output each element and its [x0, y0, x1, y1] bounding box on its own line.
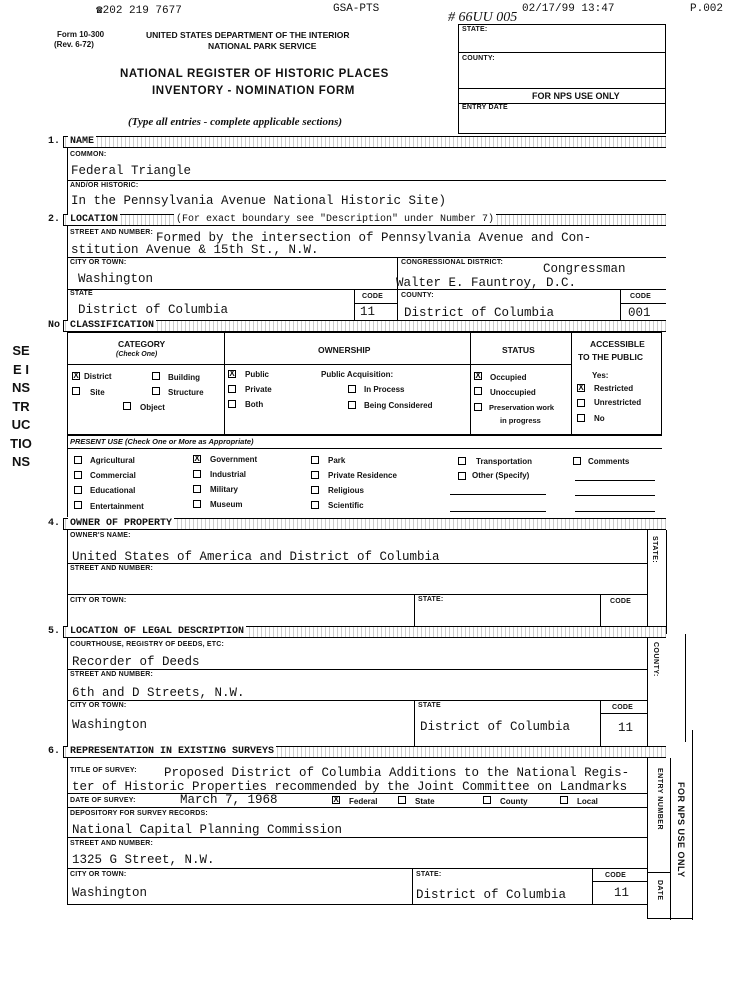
museum-label: Museum	[210, 500, 243, 509]
industrial-label: Industrial	[210, 470, 247, 479]
legal-city-label: CITY OR TOWN:	[70, 702, 127, 709]
site-checkbox[interactable]	[72, 387, 80, 395]
other-checkbox[interactable]	[458, 472, 466, 480]
object-label: Object	[140, 403, 165, 412]
legal-street: 6th and D Streets, N.W.	[72, 686, 245, 700]
local-survey-checkbox[interactable]	[560, 796, 568, 804]
category-sub: (Check One)	[116, 351, 158, 358]
section-6-header	[46, 746, 666, 758]
section-title: NAME	[70, 136, 95, 147]
restricted-checkbox[interactable]: X	[578, 383, 584, 392]
transportation-label: Transportation	[476, 457, 533, 466]
handwritten-number: # 66UU 005	[448, 10, 518, 25]
owner-street-label: STREET AND NUMBER:	[70, 565, 154, 572]
access-head-2: TO THE PUBLIC	[578, 352, 644, 362]
category-head: CATEGORY	[118, 339, 166, 349]
fax-phone: ☎202 219 7677	[96, 5, 182, 17]
military-checkbox[interactable]	[193, 485, 201, 493]
survey-code-label: CODE	[605, 872, 627, 879]
legal-city: Washington	[72, 718, 148, 732]
section-title: LOCATION	[70, 214, 119, 225]
access-no-label: No	[594, 414, 605, 423]
military-label: Military	[210, 485, 239, 494]
fax-datetime: 02/17/99 13:47	[522, 3, 615, 15]
public-label: Public	[245, 370, 270, 379]
form-number: Form 10-300	[57, 30, 105, 39]
see-instructions-side-text: SEE INSTRUCTIONS	[10, 343, 32, 469]
historic-name: In the Pennsylvania Avenue National Historic Site)	[71, 194, 447, 208]
side-date-label: DATE	[656, 880, 663, 901]
entertainment-checkbox[interactable]	[74, 501, 82, 509]
depository: National Capital Planning Commission	[72, 823, 343, 837]
owner-side-state-label: STATE:	[651, 536, 658, 564]
congressional-district-label: CONGRESSIONAL DISTRICT:	[401, 259, 504, 266]
common-name: Federal Triangle	[71, 164, 192, 178]
side-entry-number-label: ENTRY NUMBER	[656, 768, 663, 831]
legal-state-label: STATE	[418, 702, 441, 709]
public-checkbox[interactable]: X	[229, 369, 235, 378]
park-checkbox[interactable]	[311, 456, 319, 464]
comments-checkbox[interactable]	[573, 457, 581, 465]
other-label: Other (Specify)	[472, 471, 530, 480]
building-checkbox[interactable]	[152, 372, 160, 380]
museum-checkbox[interactable]	[193, 500, 201, 508]
section-1-header	[46, 136, 666, 148]
survey-code: 11	[614, 886, 630, 900]
commercial-checkbox[interactable]	[74, 471, 82, 479]
courthouse: Recorder of Deeds	[72, 655, 200, 669]
location-street-line2: stitution Avenue & 15th St., N.W.	[71, 243, 319, 257]
access-head-1: ACCESSIBLE	[590, 339, 645, 349]
section-3-header	[46, 320, 666, 332]
congressional-district-line2: Walter E. Fauntroy, D.C.	[396, 276, 577, 290]
location-street-line1: Formed by the intersection of Pennsylvania Avenue and Con-	[156, 231, 592, 245]
present-use-label: PRESENT USE (Check One or More as Appropriate)	[70, 437, 254, 446]
commercial-label: Commercial	[90, 471, 136, 480]
section-2-header	[46, 214, 666, 226]
local-survey-label: Local	[577, 797, 598, 806]
form-title-line2: INVENTORY - NOMINATION FORM	[152, 85, 355, 97]
religious-checkbox[interactable]	[311, 486, 319, 494]
owner-name-label: OWNER'S NAME:	[70, 532, 131, 539]
park-label: Park	[328, 456, 346, 465]
location-street-label: STREET AND NUMBER:	[70, 229, 154, 236]
section-title: OWNER OF PROPERTY	[70, 518, 173, 529]
occupied-label: Occupied	[490, 373, 527, 382]
county-survey-label: County	[500, 797, 528, 806]
government-checkbox[interactable]: X	[194, 454, 200, 463]
transportation-checkbox[interactable]	[458, 457, 466, 465]
preservation-checkbox[interactable]	[474, 403, 482, 411]
unoccupied-checkbox[interactable]	[474, 387, 482, 395]
nps-entry-date-label: ENTRY DATE	[462, 104, 508, 111]
private-residence-label: Private Residence	[328, 471, 397, 480]
form-title-line1: NATIONAL REGISTER OF HISTORIC PLACES	[120, 68, 389, 80]
location-city-label: CITY OR TOWN:	[70, 259, 127, 266]
site-label: Site	[90, 388, 105, 397]
government-label: Government	[210, 455, 258, 464]
legal-code: 11	[618, 721, 634, 735]
location-state-label: STATE	[70, 290, 93, 297]
fax-page: P.002	[690, 3, 724, 15]
survey-date: March 7, 1968	[180, 793, 278, 807]
legal-code-label: CODE	[612, 704, 634, 711]
state-survey-checkbox[interactable]	[398, 796, 406, 804]
owner-code-label: CODE	[610, 598, 632, 605]
historic-label: AND/OR HISTORIC:	[70, 182, 139, 189]
being-considered-checkbox[interactable]	[348, 401, 356, 409]
location-city: Washington	[78, 272, 154, 286]
state-code: 11	[360, 305, 376, 319]
fax-sender: GSA-PTS	[333, 3, 380, 15]
object-checkbox[interactable]	[123, 402, 131, 410]
section-title: REPRESENTATION IN EXISTING SURVEYS	[70, 746, 275, 757]
section-number: 1.	[46, 136, 64, 148]
legal-state: District of Columbia	[420, 720, 571, 734]
section-5-header	[46, 626, 666, 638]
legal-street-label: STREET AND NUMBER:	[70, 671, 154, 678]
section-title: CLASSIFICATION	[70, 320, 155, 331]
location-state: District of Columbia	[78, 303, 229, 317]
private-checkbox[interactable]	[228, 385, 236, 393]
owner-name: United States of America and District of Columbia	[72, 550, 440, 564]
both-checkbox[interactable]	[228, 400, 236, 408]
structure-checkbox[interactable]	[152, 387, 160, 395]
survey-state: District of Columbia	[416, 888, 567, 902]
unrestricted-label: Unrestricted	[594, 398, 642, 407]
religious-label: Religious	[328, 486, 365, 495]
section-number: 4.	[46, 518, 64, 530]
agency-line1: UNITED STATES DEPARTMENT OF THE INTERIOR	[146, 30, 350, 40]
being-considered-label: Being Considered	[364, 401, 433, 410]
federal-label: Federal	[349, 797, 378, 806]
in-process-label: In Process	[364, 385, 405, 394]
district-checkbox[interactable]: X	[73, 371, 79, 380]
location-county-label: COUNTY:	[401, 292, 434, 299]
access-yes-label: Yes:	[592, 371, 609, 380]
structure-label: Structure	[168, 388, 204, 397]
access-no-checkbox[interactable]	[577, 414, 585, 422]
educational-checkbox[interactable]	[74, 486, 82, 494]
owner-city-label: CITY OR TOWN:	[70, 597, 127, 604]
scientific-label: Scientific	[328, 501, 364, 510]
comments-label: Comments	[588, 457, 630, 466]
section-number: 2.	[46, 214, 64, 226]
owner-state-label: STATE:	[418, 596, 444, 603]
industrial-checkbox[interactable]	[193, 470, 201, 478]
county-code-label: CODE	[630, 293, 652, 300]
private-residence-checkbox[interactable]	[311, 471, 319, 479]
survey-date-label: DATE OF SURVEY:	[70, 797, 136, 804]
section-number: 5.	[46, 626, 64, 638]
educational-label: Educational	[90, 486, 136, 495]
survey-city: Washington	[72, 886, 148, 900]
section-title: LOCATION OF LEGAL DESCRIPTION	[70, 626, 245, 637]
courthouse-label: COURTHOUSE, REGISTRY OF DEEDS, ETC:	[70, 641, 225, 648]
depository-label: DEPOSITORY FOR SURVEY RECORDS:	[70, 810, 208, 817]
survey-title-label: TITLE OF SURVEY:	[70, 767, 137, 774]
location-note: (For exact boundary see "Description" under Number 7)	[176, 214, 495, 225]
congressional-district-line1: Congressman	[543, 262, 626, 276]
nps-use-only: FOR NPS USE ONLY	[532, 91, 620, 101]
district-label: District	[84, 372, 112, 381]
ownership-head: OWNERSHIP	[318, 345, 371, 355]
common-label: COMMON:	[70, 151, 107, 158]
legal-side-county-label: COUNTY:	[652, 642, 659, 677]
status-head: STATUS	[502, 345, 535, 355]
building-label: Building	[168, 373, 200, 382]
public-acquisition-label: Public Acquisition:	[321, 370, 394, 379]
preservation-label-1: Preservation work	[489, 403, 555, 412]
restricted-label: Restricted	[594, 384, 634, 393]
nps-state-label: STATE:	[462, 26, 488, 33]
survey-street: 1325 G Street, N.W.	[72, 853, 215, 867]
occupied-checkbox[interactable]: X	[475, 371, 481, 380]
survey-title-line2: ter of Historic Properties recommended by the Joint Committee on Landmarks	[72, 780, 628, 794]
both-label: Both	[245, 400, 264, 409]
survey-city-label: CITY OR TOWN:	[70, 871, 127, 878]
private-label: Private	[245, 385, 272, 394]
section-number: No	[46, 320, 64, 332]
preservation-label-2: in progress	[500, 416, 541, 425]
agricultural-label: Agricultural	[90, 456, 135, 465]
in-process-checkbox[interactable]	[348, 385, 356, 393]
unrestricted-checkbox[interactable]	[577, 399, 585, 407]
state-survey-label: State	[415, 797, 435, 806]
side-nps-use-only-label: FOR NPS USE ONLY	[676, 782, 686, 878]
unoccupied-label: Unoccupied	[490, 388, 536, 397]
agricultural-checkbox[interactable]	[74, 456, 82, 464]
section-4-header	[46, 518, 666, 530]
nps-county-label: COUNTY:	[462, 55, 495, 62]
survey-title-line1: Proposed District of Columbia Additions to the National Regis-	[164, 766, 630, 780]
survey-state-label: STATE:	[416, 871, 442, 878]
county-survey-checkbox[interactable]	[483, 796, 491, 804]
survey-street-label: STREET AND NUMBER:	[70, 840, 154, 847]
state-code-label: CODE	[362, 293, 384, 300]
form-revision: (Rev. 6-72)	[54, 40, 94, 49]
scientific-checkbox[interactable]	[311, 501, 319, 509]
form-instructions: (Type all entries - complete applicable sections)	[128, 116, 343, 128]
section-number: 6.	[46, 746, 64, 758]
location-county: District of Columbia	[404, 306, 555, 320]
nps-use-box	[458, 24, 666, 134]
entertainment-label: Entertainment	[90, 502, 144, 511]
county-code: 001	[628, 306, 651, 320]
agency-line2: NATIONAL PARK SERVICE	[208, 41, 317, 51]
federal-checkbox[interactable]: X	[333, 795, 339, 804]
